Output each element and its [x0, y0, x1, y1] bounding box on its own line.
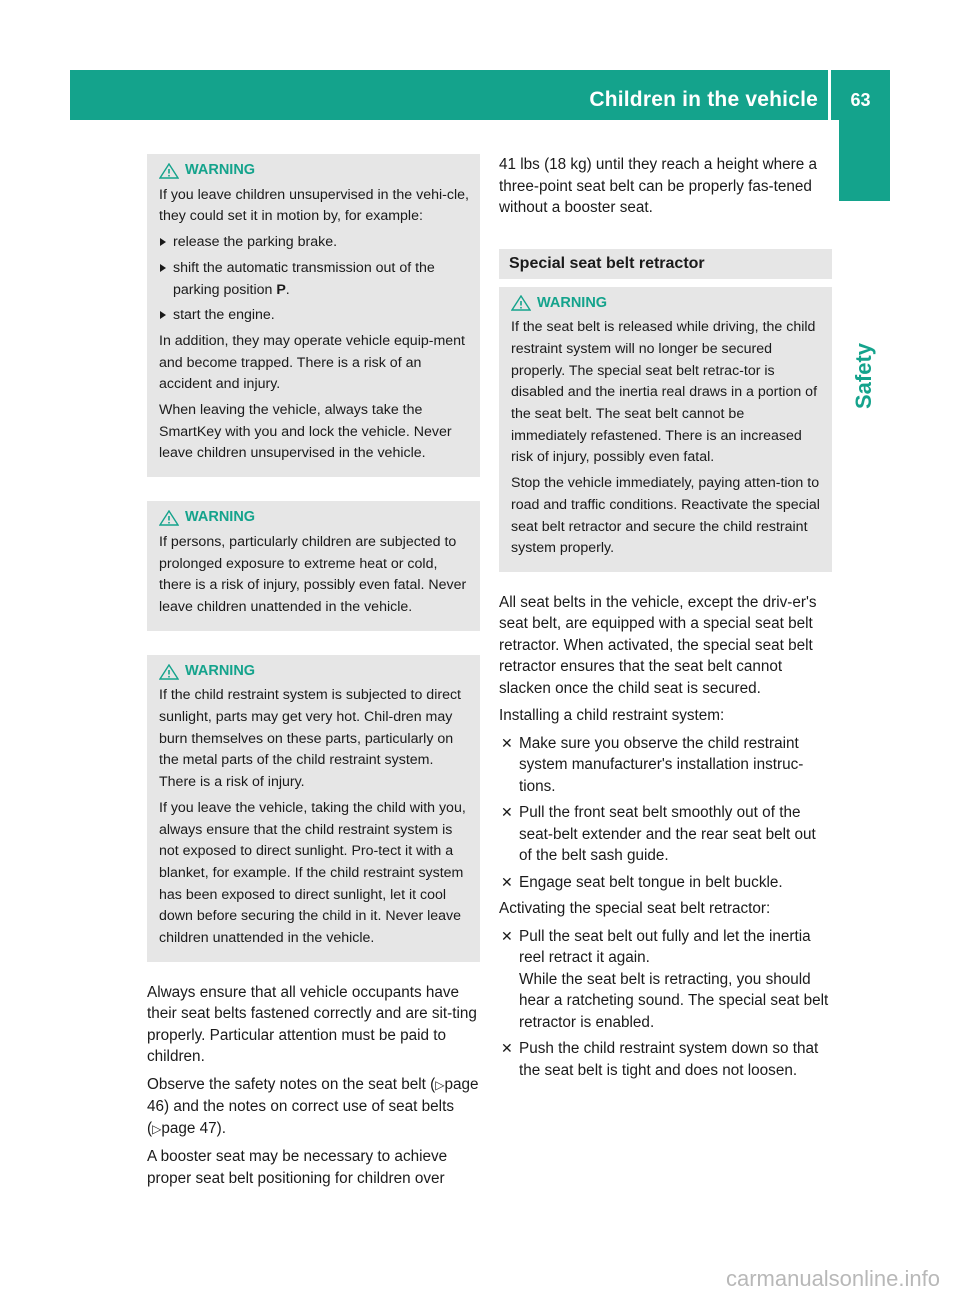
footer-watermark: carmanualsonline.info	[725, 1266, 940, 1291]
warning-box	[147, 154, 480, 477]
warning-text: If you leave the vehicle, taking the child with you, always ensure that the child restraint system is not exposed to direct sunlight. Pro-tect it with a blanket, for example. If the child restraint system has been exposed to direct sunlight, let it cool down before securing the child in it. Never leave children unattended in the vehicle.	[159, 799, 466, 947]
warning-text: If you leave children unsupervised in the vehi-cle, they could set it in motion by, for example:	[159, 186, 469, 225]
warning-text: Stop the vehicle immediately, paying atten-tion to road and traffic conditions. Reactivate the special seat belt retractor and secure the child restraint system properly.	[511, 475, 820, 557]
step-marker-icon: ✕	[501, 927, 513, 944]
chapter-title: Children in the vehicle	[589, 88, 818, 111]
warning-box	[147, 655, 480, 962]
warning-text: If the seat belt is released while driving, the child restraint system will no longer be secured properly. The special seat belt retrac-tor is disabled and the inertia real draws in a portion of the seat belt. The seat belt cannot be immediately refastened. There is an increased risk of injury, possibly even fatal.	[511, 319, 818, 466]
warning-heading: WARNING	[159, 507, 470, 529]
left-column	[147, 154, 480, 1195]
body-paragraph: Observe the safety notes on the seat belt (▷page 46) and the notes on correct use of seat belts (▷page 47).	[147, 1075, 479, 1137]
instruction-step: ✕ Pull the front seat belt smoothly out of the seat-belt extender and the rear seat belt out of the belt sash guide.	[501, 804, 816, 865]
section-label: Safety	[851, 342, 876, 410]
instruction-step: ✕ Push the child restraint system down so that the seat belt is tight and does not loosen.	[501, 1040, 819, 1079]
body-paragraph: Activating the special seat belt retractor:	[499, 900, 771, 918]
warning-text: In addition, they may operate vehicle equip-ment and become trapped. There is a risk of an accident and injury.	[159, 332, 466, 393]
section-heading: Special seat belt retractor	[499, 249, 832, 279]
warning-heading: WARNING	[159, 160, 470, 182]
warning-heading: WARNING	[159, 661, 470, 683]
page-header	[70, 70, 890, 120]
body-paragraph: A booster seat may be necessary to achieve proper seat belt positioning for children over	[147, 1148, 448, 1187]
list-item: release the parking brake.	[159, 232, 470, 254]
step-marker-icon: ✕	[501, 1040, 513, 1057]
step-marker-icon: ✕	[501, 873, 513, 890]
instruction-step: ✕ Make sure you observe the child restraint system manufacturer's installation instruc-tions.	[501, 734, 804, 795]
list-item: start the engine.	[159, 305, 470, 327]
warning-triangle-icon	[511, 295, 531, 311]
body-paragraph: Always ensure that all vehicle occupants have their seat belts fastened correctly and are sit-ting properly. Particular attention must be paid to children.	[147, 983, 477, 1066]
page-ref-arrow-icon: ▷	[152, 1121, 162, 1136]
body-paragraph: Installing a child restraint system:	[499, 707, 725, 725]
warning-list	[159, 232, 470, 327]
instruction-step: ✕ Engage seat belt tongue in belt buckle.	[499, 872, 832, 894]
body-paragraph: 41 lbs (18 kg) until they reach a height where a three-point seat belt can be properly fas-tened without a booster seat.	[499, 156, 818, 216]
instruction-step: ✕ Pull the seat belt out fully and let the inertia reel retract it again. While the seat belt is retracting, you should hear a ratcheting sound. The special seat belt retractor is enabled.	[501, 927, 829, 1031]
warning-box	[147, 501, 480, 631]
warning-triangle-icon	[159, 163, 179, 179]
warning-text: If the child restraint system is subjected to direct sunlight, parts may get very hot. Chil-dren may burn themselves on these parts, particularly on the metal parts of the child restraint system. There is a risk of injury.	[159, 687, 462, 791]
page-number: 63	[850, 90, 871, 110]
section-tab	[839, 120, 890, 201]
warning-heading: WARNING	[511, 293, 822, 315]
warning-box	[499, 287, 832, 572]
warning-text: When leaving the vehicle, always take the SmartKey with you and lock the vehicle. Never leave children unsupervised in the vehicle.	[159, 402, 452, 462]
warning-triangle-icon	[159, 664, 179, 680]
right-column	[499, 154, 832, 1086]
page-ref-arrow-icon: ▷	[435, 1077, 445, 1092]
body-paragraph: All seat belts in the vehicle, except the driv-er's seat belt, are equipped with a special seat belt retractor. When activated, the special seat belt retractor ensures that the seat belt cannot slacken once the child seat is secured.	[499, 593, 817, 697]
warning-text: If persons, particularly children are subjected to prolonged exposure to extreme heat or cold, there is a risk of injury, possibly even fatal. Never leave children unattended in the vehicle.	[159, 533, 467, 615]
list-item: shift the automatic transmission out of the parking position P.	[159, 258, 470, 301]
step-marker-icon: ✕	[501, 734, 513, 751]
warning-triangle-icon	[159, 510, 179, 526]
step-marker-icon: ✕	[501, 804, 513, 821]
